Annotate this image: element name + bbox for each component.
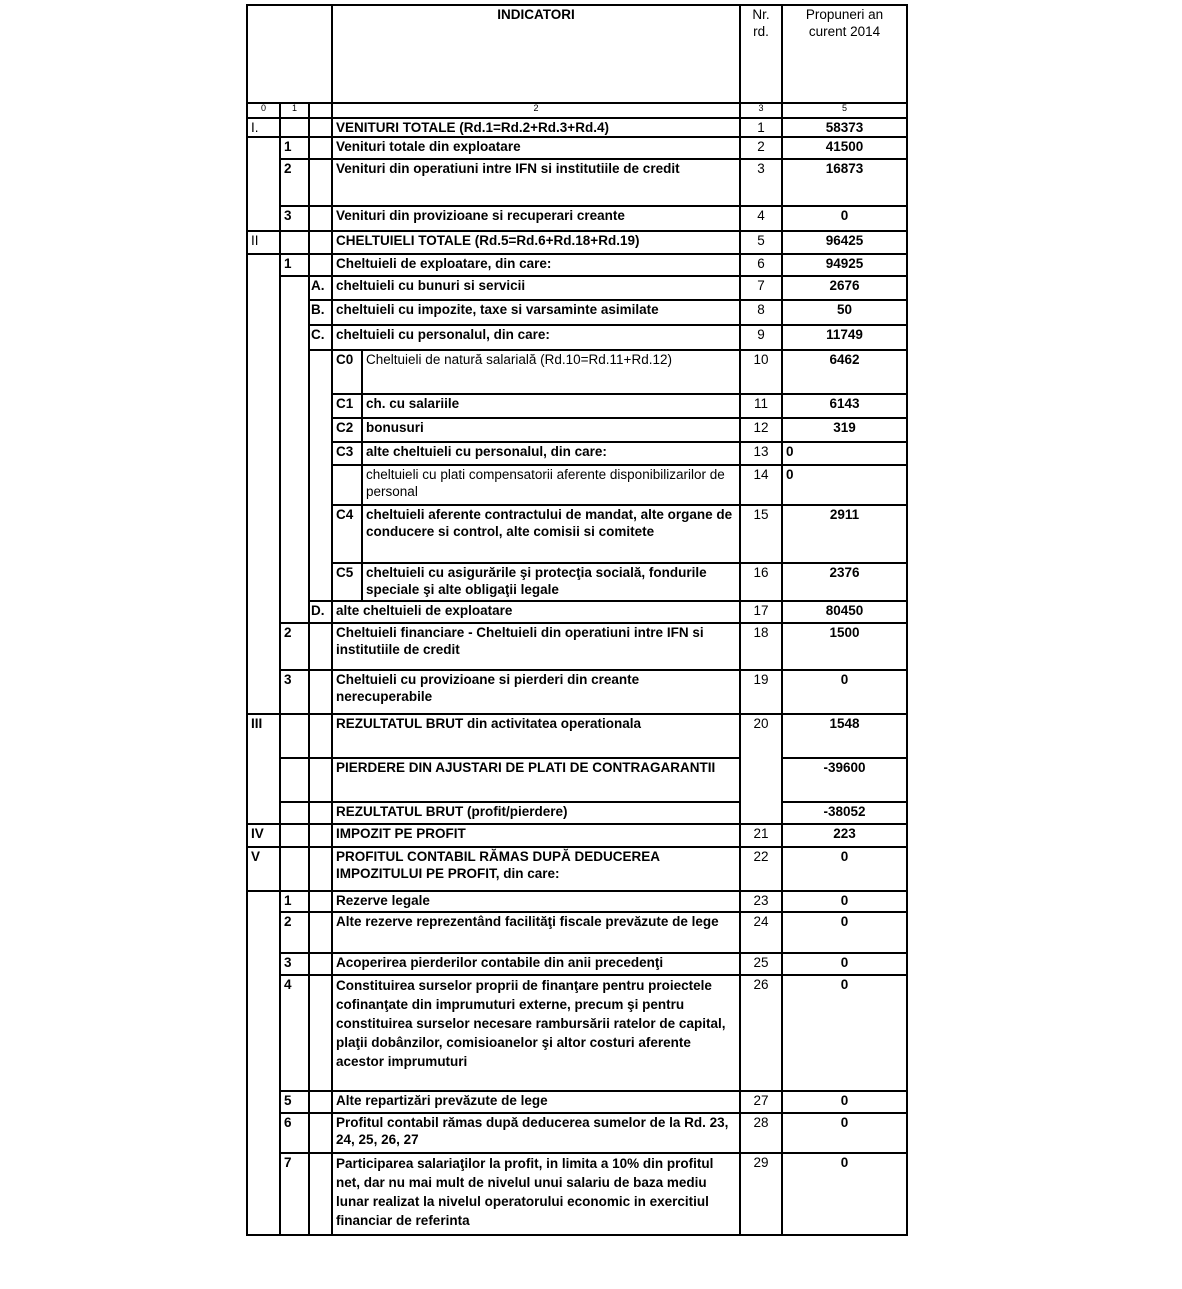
row-value: 2376 (782, 563, 907, 601)
empty-cell (280, 118, 309, 137)
sub-letter: B. (309, 300, 332, 325)
index-cell: 5 (782, 103, 907, 118)
empty-cell (309, 254, 332, 276)
row-value: 80450 (782, 601, 907, 623)
table-row (247, 418, 907, 442)
table-row (247, 350, 907, 394)
table-row (247, 137, 907, 159)
row-number: 3 (740, 159, 782, 206)
section-label: III (247, 714, 280, 824)
sub-code: C3 (332, 442, 362, 465)
table-row (247, 325, 907, 350)
row-value: 0 (782, 1113, 907, 1153)
empty-cell (309, 847, 332, 891)
row-value: 2676 (782, 276, 907, 300)
index-cell (309, 103, 332, 118)
row-label: alte cheltuieli cu personalul, din care: (362, 442, 740, 465)
row-label: IMPOZIT PE PROFIT (332, 824, 740, 847)
row-label: cheltuieli cu personalul, din care: (332, 325, 740, 350)
table-row (247, 394, 907, 418)
item-number: 3 (280, 670, 309, 714)
table-row (247, 300, 907, 325)
sub-code: C4 (332, 505, 362, 563)
row-label: Cheltuieli cu provizioane si pierderi din creante nerecuperabile (332, 670, 740, 714)
row-number: 15 (740, 505, 782, 563)
row-number: 20 (740, 714, 782, 824)
empty-cell (309, 137, 332, 159)
row-number: 8 (740, 300, 782, 325)
row-number: 11 (740, 394, 782, 418)
row-label: cheltuieli cu impozite, taxe si varsaminte asimilate (332, 300, 740, 325)
row-value: 1500 (782, 623, 907, 670)
empty-cell (309, 1113, 332, 1153)
row-number: 2 (740, 137, 782, 159)
column-index-row (247, 103, 907, 118)
row-value: 1548 (782, 714, 907, 758)
table-row (247, 206, 907, 231)
item-number: 6 (280, 1113, 309, 1153)
index-cell: 1 (280, 103, 309, 118)
row-label: REZULTATUL BRUT din activitatea operationala (332, 714, 740, 758)
header-row (247, 5, 907, 103)
row-value: 0 (782, 442, 907, 465)
index-cell: 2 (332, 103, 740, 118)
empty-cell (309, 1153, 332, 1235)
row-number: 16 (740, 563, 782, 601)
empty-cell (309, 953, 332, 975)
row-label: cheltuieli cu bunuri si servicii (332, 276, 740, 300)
row-value: 0 (782, 847, 907, 891)
item-number: 3 (280, 953, 309, 975)
row-value: 6143 (782, 394, 907, 418)
empty-cell (247, 891, 280, 1235)
sub-letter: D. (309, 601, 332, 623)
row-number: 13 (740, 442, 782, 465)
item-number: 5 (280, 1091, 309, 1113)
row-label: PROFITUL CONTABIL RĂMAS DUPĂ DEDUCEREA IMPOZITULUI PE PROFIT, din care: (332, 847, 740, 891)
table-row (247, 601, 907, 623)
row-value: 2911 (782, 505, 907, 563)
row-number: 9 (740, 325, 782, 350)
row-label: Acoperirea pierderilor contabile din anii precedenţi (332, 953, 740, 975)
empty-cell (280, 276, 309, 623)
empty-cell (280, 802, 309, 824)
index-cell: 0 (247, 103, 280, 118)
table-row (247, 118, 907, 137)
row-label: Venituri din provizioane si recuperari creante (332, 206, 740, 231)
sub-code: C0 (332, 350, 362, 394)
row-value: 0 (782, 465, 907, 505)
row-value: 0 (782, 1153, 907, 1235)
row-value: 94925 (782, 254, 907, 276)
empty-cell (247, 254, 280, 714)
row-label: VENITURI TOTALE (Rd.1=Rd.2+Rd.3+Rd.4) (332, 118, 740, 137)
row-label: CHELTUIELI TOTALE (Rd.5=Rd.6+Rd.18+Rd.19) (332, 231, 740, 254)
empty-cell (332, 465, 362, 505)
empty-cell (280, 714, 309, 758)
table-row (247, 670, 907, 714)
empty-cell (309, 824, 332, 847)
table-row (247, 714, 907, 758)
row-label: cheltuieli cu plati compensatorii aferente disponibilizarilor de personal (362, 465, 740, 505)
row-label: Venituri totale din exploatare (332, 137, 740, 159)
row-value: 223 (782, 824, 907, 847)
item-number: 2 (280, 159, 309, 206)
row-value: 0 (782, 953, 907, 975)
sub-letter: A. (309, 276, 332, 300)
row-label: REZULTATUL BRUT (profit/pierdere) (332, 802, 740, 824)
table-row (247, 231, 907, 254)
table-row (247, 465, 907, 505)
row-label: Venituri din operatiuni intre IFN si institutiile de credit (332, 159, 740, 206)
index-cell: 3 (740, 103, 782, 118)
table-row (247, 953, 907, 975)
empty-cell (309, 670, 332, 714)
empty-cell (309, 891, 332, 912)
row-label: Cheltuieli de natură salarială (Rd.10=Rd.11+Rd.12) (362, 350, 740, 394)
row-number: 4 (740, 206, 782, 231)
row-value: 96425 (782, 231, 907, 254)
row-number: 10 (740, 350, 782, 394)
row-value: -38052 (782, 802, 907, 824)
table-row (247, 505, 907, 563)
row-number: 19 (740, 670, 782, 714)
row-label: Profitul contabil rămas după deducerea sumelor de la Rd. 23, 24, 25, 26, 27 (332, 1113, 740, 1153)
row-value: 11749 (782, 325, 907, 350)
row-label: Cheltuieli de exploatare, din care: (332, 254, 740, 276)
row-label: alte cheltuieli de exploatare (332, 601, 740, 623)
row-number: 7 (740, 276, 782, 300)
row-label: Alte repartizări prevăzute de lege (332, 1091, 740, 1113)
empty-cell (309, 714, 332, 758)
empty-cell (309, 231, 332, 254)
row-label: Constituirea surselor proprii de finanţare pentru proiectele cofinanţate din imprumuturi externe, precum şi pentru constituirea surselor necesare rambursării ratelor de capital, plaţii dobânzilor, comisioanelor şi altor costuri aferente acestor imprumuturi (332, 975, 740, 1091)
empty-cell (309, 912, 332, 953)
empty-cell (309, 118, 332, 137)
table-row (247, 975, 907, 1091)
header-propuneri: Propuneri an curent 2014 (782, 5, 907, 103)
row-label: ch. cu salariile (362, 394, 740, 418)
item-number: 4 (280, 975, 309, 1091)
row-number: 25 (740, 953, 782, 975)
empty-cell (309, 1091, 332, 1113)
table-row (247, 563, 907, 601)
table-row (247, 276, 907, 300)
header-indicatori: INDICATORI (332, 5, 740, 103)
row-number: 29 (740, 1153, 782, 1235)
row-value: 16873 (782, 159, 907, 206)
header-nr-rd: Nr. rd. (740, 5, 782, 103)
empty-cell (309, 802, 332, 824)
row-number: 28 (740, 1113, 782, 1153)
table-row (247, 824, 907, 847)
section-label: V (247, 847, 280, 891)
row-value: 58373 (782, 118, 907, 137)
item-number: 1 (280, 137, 309, 159)
sub-code: C1 (332, 394, 362, 418)
row-number: 17 (740, 601, 782, 623)
row-value: 0 (782, 1091, 907, 1113)
table-row (247, 159, 907, 206)
row-number: 18 (740, 623, 782, 670)
row-number: 5 (740, 231, 782, 254)
item-number: 3 (280, 206, 309, 231)
empty-cell (280, 824, 309, 847)
row-number: 23 (740, 891, 782, 912)
table-row (247, 623, 907, 670)
table-row (247, 442, 907, 465)
table-row (247, 1091, 907, 1113)
table-row (247, 891, 907, 912)
table-row (247, 254, 907, 276)
header-blank-cell (247, 5, 332, 103)
table-row (247, 847, 907, 891)
row-number: 6 (740, 254, 782, 276)
row-value: 0 (782, 670, 907, 714)
section-label: IV (247, 824, 280, 847)
row-label: bonusuri (362, 418, 740, 442)
table-row (247, 1113, 907, 1153)
row-label: cheltuieli cu asigurările şi protecţia socială, fondurile speciale şi alte obligaţii legale (362, 563, 740, 601)
row-label: Cheltuieli financiare - Cheltuieli din operatiuni intre IFN si institutiile de credit (332, 623, 740, 670)
empty-cell (309, 758, 332, 802)
item-number: 1 (280, 891, 309, 912)
section-label: II (247, 231, 280, 254)
table-row (247, 758, 907, 802)
section-label: I. (247, 118, 280, 137)
row-number: 1 (740, 118, 782, 137)
table-row (247, 802, 907, 824)
row-number: 26 (740, 975, 782, 1091)
sub-letter: C. (309, 325, 332, 350)
empty-cell (309, 623, 332, 670)
row-value: 50 (782, 300, 907, 325)
empty-cell (280, 847, 309, 891)
table-row (247, 912, 907, 953)
row-number: 22 (740, 847, 782, 891)
row-value: 41500 (782, 137, 907, 159)
row-value: 0 (782, 891, 907, 912)
sub-code: C2 (332, 418, 362, 442)
row-value: 6462 (782, 350, 907, 394)
empty-cell (309, 206, 332, 231)
row-number: 12 (740, 418, 782, 442)
row-number: 14 (740, 465, 782, 505)
row-label: Rezerve legale (332, 891, 740, 912)
row-number: 27 (740, 1091, 782, 1113)
row-value: -39600 (782, 758, 907, 802)
row-label: cheltuieli aferente contractului de mandat, alte organe de conducere si control, alte comisii si comitete (362, 505, 740, 563)
empty-cell (309, 975, 332, 1091)
row-number: 24 (740, 912, 782, 953)
table-row (247, 1153, 907, 1235)
empty-cell (280, 231, 309, 254)
empty-cell (309, 159, 332, 206)
empty-cell (280, 758, 309, 802)
row-value: 0 (782, 975, 907, 1091)
row-value: 319 (782, 418, 907, 442)
sub-code: C5 (332, 563, 362, 601)
empty-cell (309, 350, 332, 601)
row-label: PIERDERE DIN AJUSTARI DE PLATI DE CONTRAGARANTII (332, 758, 740, 802)
row-value: 0 (782, 912, 907, 953)
row-value: 0 (782, 206, 907, 231)
indicators-table (246, 4, 908, 1236)
item-number: 2 (280, 912, 309, 953)
row-label: Participarea salariaţilor la profit, in limita a 10% din profitul net, dar nu mai mult de nivelul unui salariu de baza mediu lunar realizat la nivelul operatorului economic in exercitiul financiar de referinta (332, 1153, 740, 1235)
empty-cell (247, 137, 280, 231)
row-label: Alte rezerve reprezentând facilităţi fiscale prevăzute de lege (332, 912, 740, 953)
item-number: 1 (280, 254, 309, 276)
row-number: 21 (740, 824, 782, 847)
item-number: 7 (280, 1153, 309, 1235)
item-number: 2 (280, 623, 309, 670)
